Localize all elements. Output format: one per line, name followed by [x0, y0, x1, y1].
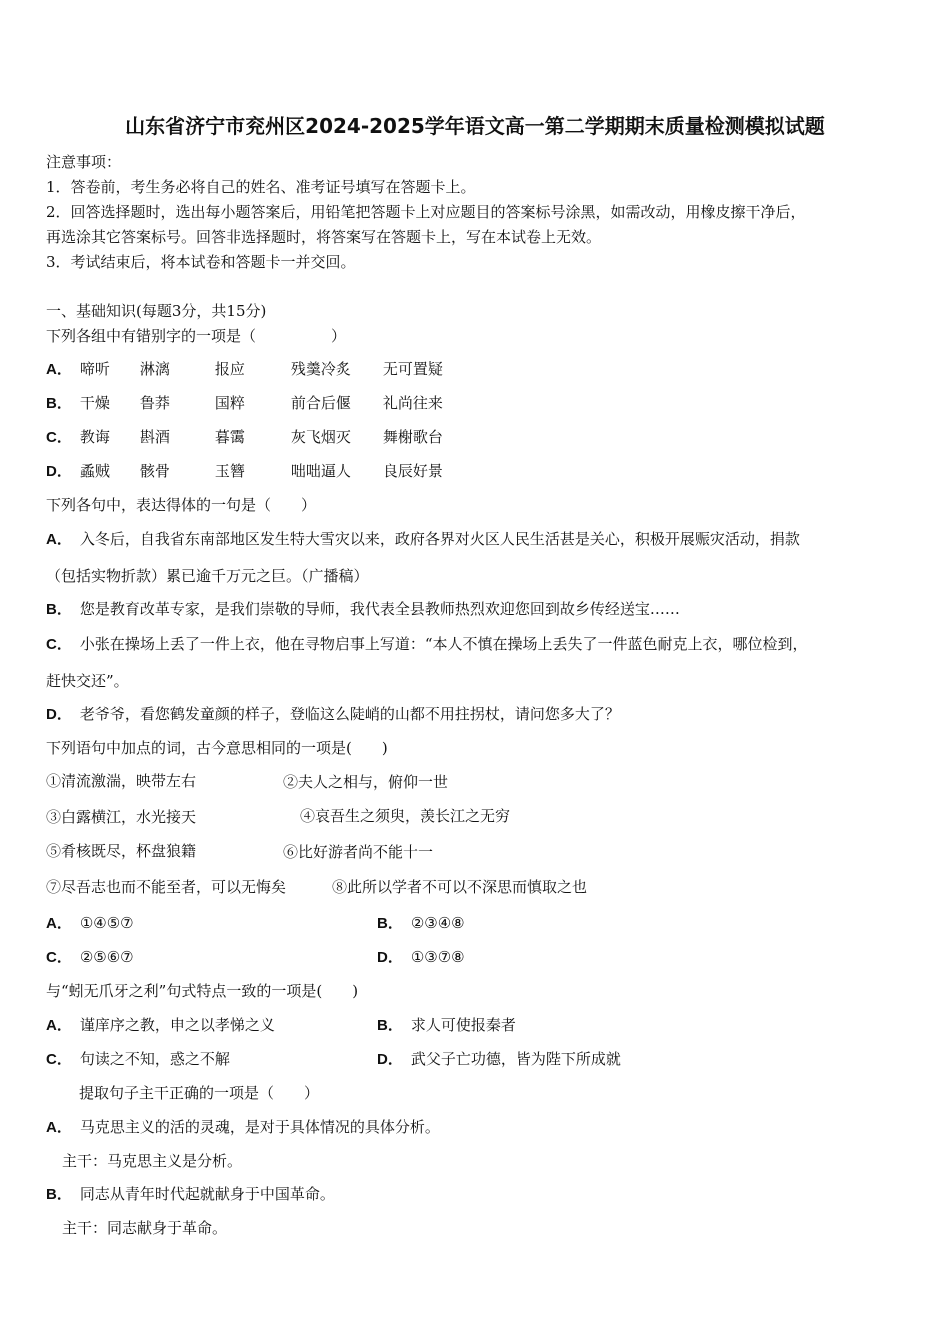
option-word: 啼听 [79, 360, 110, 378]
option-text: 马克思主义的活的灵魂，是对于具体情况的具体分析。 [79, 1118, 440, 1136]
notice-item: 3．考试结束后，将本试卷和答题卡一并交回。 [46, 253, 356, 271]
option-text: ②⑤⑥⑦ [79, 948, 134, 966]
notice-item: 1．答卷前，考生务必将自己的姓名、准考证号填写在答题卡上。 [46, 178, 476, 196]
option-line [46, 634, 808, 655]
option-line [377, 1015, 516, 1036]
option-label: B． [377, 915, 403, 932]
option-row [46, 359, 443, 380]
option-text: 老爷爷，看您鹤发童颜的样子，登临这么陡峭的山都不用拄拐杖，请问您多大了？ [79, 705, 620, 723]
option-text: 您是教育改革专家，是我们崇敬的导师，我代表全县教师热烈欢迎您回到故乡传经送宝…… [79, 600, 680, 618]
option-line [46, 1117, 440, 1138]
question-stem: 下列语句中加点的词，古今意思相同的一项是( ) [46, 739, 388, 757]
page-title: 山东省济宁市兖州区2024-2025学年语文高一第二学期期末质量检测模拟试题 [125, 114, 825, 138]
notice-item: 2．回答选择题时，选出每小题答案后，用铅笔把答题卡上对应题目的答案标号涂黑，如需改动，用橡皮擦干净后， [46, 203, 806, 221]
option-line [46, 913, 134, 934]
option-label: C． [46, 1051, 72, 1068]
option-label: C． [46, 636, 72, 653]
option-text: 同志从青年时代起就献身于中国革命。 [79, 1185, 335, 1203]
sentence-item: ⑥比好游者尚不能十一 [283, 843, 434, 861]
sentence-item: ④哀吾生之须臾，羡长江之无穷 [300, 807, 511, 825]
option-word: 无可置疑 [382, 360, 443, 378]
option-word: 斟酒 [139, 428, 170, 446]
option-label: B． [46, 1186, 72, 1203]
option-label: C． [46, 429, 72, 446]
option-line [377, 913, 465, 934]
option-line [377, 1049, 621, 1070]
sentence-item: ①清流激湍，映带左右 [46, 772, 197, 790]
question-stem: 提取句子主干正确的一项是（ ） [79, 1084, 320, 1102]
option-word: 淋漓 [139, 360, 170, 378]
option-text-cont: （包括实物折款）累已逾千万元之巨。（广播稿） [46, 567, 369, 585]
option-text: ①③⑦⑧ [410, 948, 465, 966]
option-row [46, 427, 443, 448]
option-text: 武父子亡功德，皆为陛下所成就 [410, 1050, 621, 1068]
option-main-clause: 主干：马克思主义是分析。 [62, 1152, 243, 1170]
option-text: ②③④⑧ [410, 914, 465, 932]
option-text: 句读之不知，惑之不解 [79, 1050, 230, 1068]
option-word: 骸骨 [139, 462, 170, 480]
option-word: 干燥 [79, 394, 110, 412]
option-line [46, 947, 134, 968]
option-line [46, 529, 800, 550]
question-stem: 下列各句中，表达得体的一句是（ ） [46, 496, 317, 514]
option-word: 舞榭歌台 [382, 428, 443, 446]
sentence-item: ③白露横江，水光接天 [46, 808, 197, 826]
option-word: 国粹 [214, 394, 245, 412]
option-label: D． [377, 949, 403, 966]
option-word: 暮霭 [214, 428, 245, 446]
option-word: 咄咄逼人 [290, 462, 351, 480]
option-label: B． [377, 1017, 403, 1034]
sentence-item: ②夫人之相与，俯仰一世 [283, 773, 449, 791]
option-row [46, 393, 443, 414]
option-word: 灰飞烟灭 [290, 428, 351, 446]
option-text: 谨庠序之教，申之以孝悌之义 [79, 1016, 275, 1034]
question-stem: 下列各组中有错别字的一项是（ ） [46, 327, 347, 345]
option-text: 求人可使报秦者 [410, 1016, 516, 1034]
option-label: D． [377, 1051, 403, 1068]
option-label: D． [46, 706, 72, 723]
option-row [46, 461, 443, 482]
option-label: A． [46, 531, 72, 548]
option-text-cont: 赶快交还”。 [46, 672, 129, 690]
question-stem: 与“蚓无爪牙之利”句式特点一致的一项是( ) [46, 982, 359, 1000]
option-line [377, 947, 465, 968]
notice-heading: 注意事项： [46, 153, 122, 171]
option-label: B． [46, 601, 72, 618]
option-text: 入冬后，自我省东南部地区发生特大雪灾以来，政府各界对火区人民生活甚是关心，积极开展赈灾活动，捐款 [79, 530, 800, 548]
section-heading: 一、基础知识(每题3分，共15分) [46, 302, 267, 320]
option-word: 报应 [214, 360, 245, 378]
option-label: D． [46, 463, 72, 480]
option-word: 良辰好景 [382, 462, 443, 480]
sentence-item: ⑤肴核既尽，杯盘狼籍 [46, 842, 197, 860]
option-word: 玉簪 [214, 462, 245, 480]
notice-item: 再选涂其它答案标号。回答非选择题时，将答案写在答题卡上，写在本试卷上无效。 [46, 228, 602, 246]
option-word: 前合后偃 [290, 394, 351, 412]
option-label: B． [46, 395, 72, 412]
option-label: A． [46, 1017, 72, 1034]
option-line [46, 1184, 335, 1205]
option-word: 礼尚往来 [382, 394, 443, 412]
option-main-clause: 主干：同志献身于革命。 [62, 1219, 228, 1237]
option-line [46, 704, 620, 725]
option-label: C． [46, 949, 72, 966]
option-label: A． [46, 361, 72, 378]
option-text: ①④⑤⑦ [79, 914, 134, 932]
option-word: 教诲 [79, 428, 110, 446]
option-line [46, 1015, 275, 1036]
option-word: 鲁莽 [139, 394, 170, 412]
option-text: 小张在操场上丢了一件上衣，他在寻物启事上写道：“本人不慎在操场上丢失了一件蓝色耐克上衣，哪位检到， [79, 635, 808, 653]
sentence-item: ⑧此所以学者不可以不深思而慎取之也 [332, 878, 588, 896]
option-label: A． [46, 915, 72, 932]
option-word: 残羹冷炙 [290, 360, 351, 378]
option-word: 蟊贼 [79, 462, 110, 480]
option-line [46, 599, 680, 620]
sentence-item: ⑦尽吾志也而不能至者，可以无悔矣 [46, 878, 287, 896]
option-label: A． [46, 1119, 72, 1136]
option-line [46, 1049, 230, 1070]
